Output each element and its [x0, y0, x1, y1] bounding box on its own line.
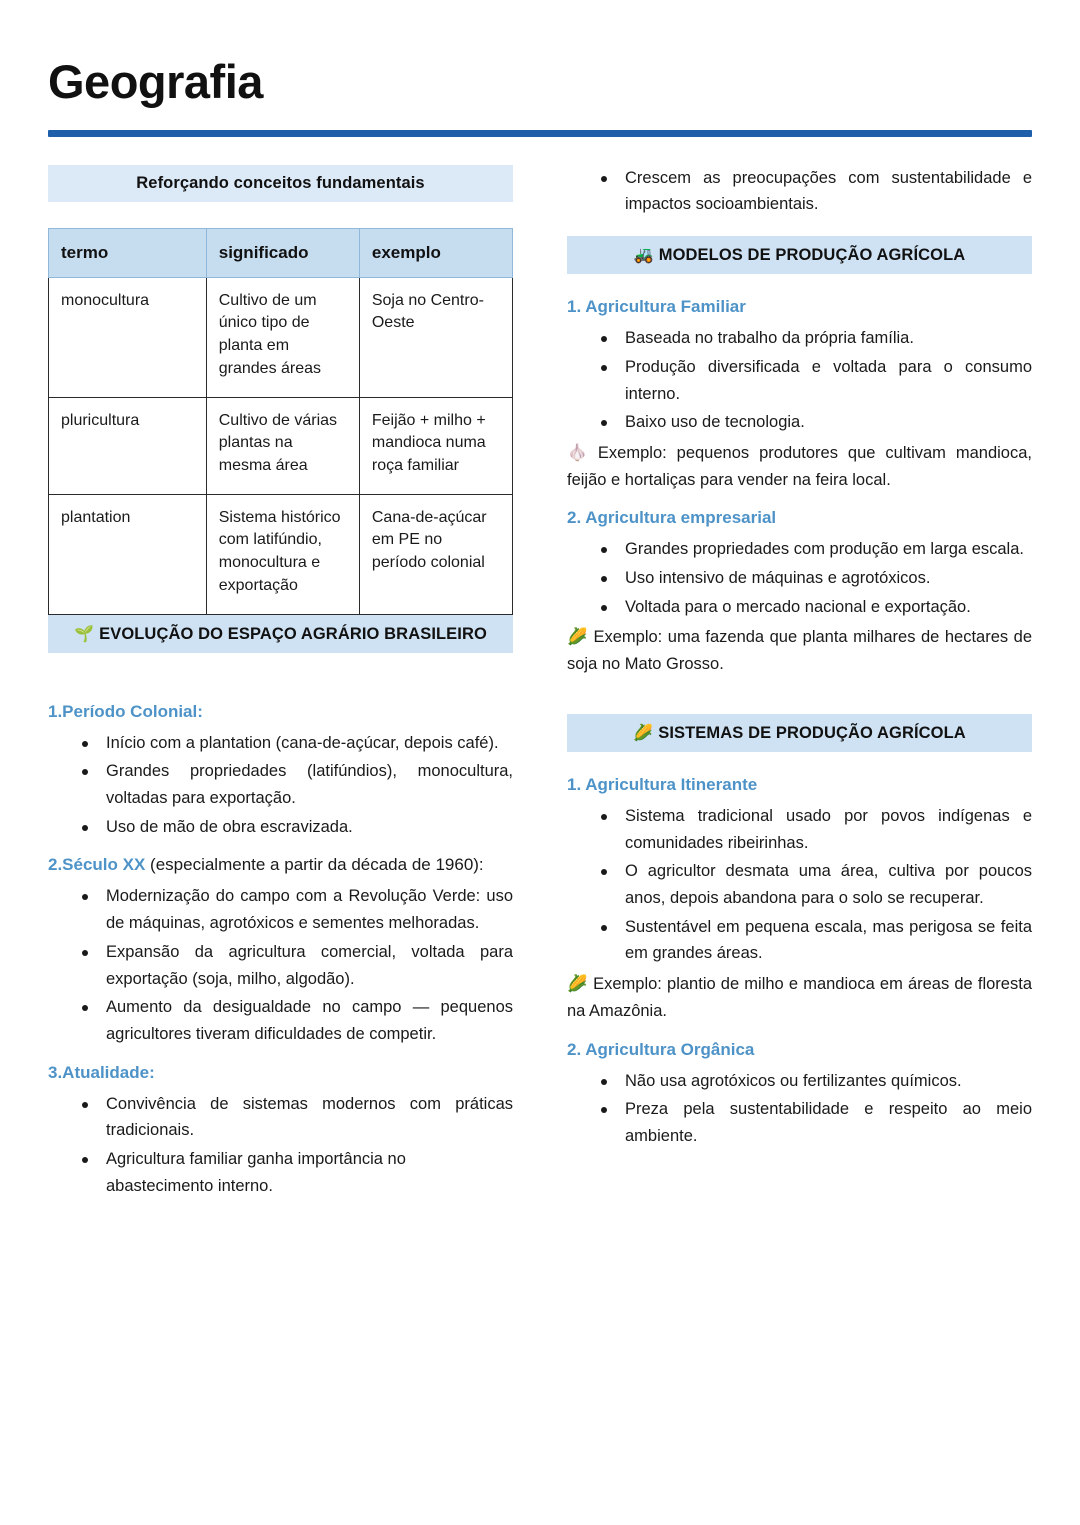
section-heading-agricultura-organica: 2. Agricultura Orgânica [567, 1039, 755, 1059]
models-banner [567, 236, 1032, 274]
spacer [567, 680, 1032, 714]
example-text: Exemplo: uma fazenda que planta milhares de hectares de soja no Mato Grosso. [567, 628, 1032, 674]
corn-leaf-icon: 🌽 [633, 724, 654, 742]
table-row [49, 277, 513, 397]
section-heading-atualidade [48, 1062, 513, 1085]
concepts-table [48, 228, 513, 615]
table-header-row [49, 228, 513, 277]
section-heading-agricultura-familiar: 1. Agricultura Familiar [567, 297, 746, 317]
list-item: Agricultura familiar ganha importância no abastecimento interno. [76, 1146, 513, 1199]
spacer [567, 222, 1032, 236]
example-agricultura-empresarial [567, 624, 1032, 677]
list-item: Sistema tradicional usado por povos indígenas e comunidades ribeirinhas. [595, 803, 1032, 856]
systems-banner-label: SISTEMAS DE PRODUÇÃO AGRÍCOLA [658, 723, 966, 742]
list-item: Baseada no trabalho da própria família. [595, 325, 1032, 352]
title-divider [48, 130, 1032, 137]
bullet-list-seculo-xx [48, 883, 513, 1047]
evolution-banner [48, 615, 513, 653]
cell-exemplo: Feijão + milho + mandioca numa roça familiar [359, 397, 512, 494]
list-item: Início com a plantation (cana-de-açúcar, depois café). [76, 730, 513, 757]
example-text: Exemplo: pequenos produtores que cultivam mandioca, feijão e hortaliças para vender na feira local. [567, 443, 1032, 489]
list-item: Expansão da agricultura comercial, voltada para exportação (soja, milho, algodão). [76, 939, 513, 992]
list-item: Uso intensivo de máquinas e agrotóxicos. [595, 565, 1032, 592]
section-heading-agricultura-itinerante: 1. Agricultura Itinerante [567, 774, 758, 794]
right-column [567, 165, 1032, 1204]
list-item: Crescem as preocupações com sustentabilidade e impactos socioambientais. [595, 165, 1032, 218]
models-banner-label: MODELOS DE PRODUÇÃO AGRÍCOLA [658, 246, 966, 265]
bullet-list-agricultura-itinerante [567, 803, 1032, 967]
tractor-icon: 🚜 [633, 247, 654, 265]
corn-leaf-icon: 🌽 [567, 628, 589, 647]
section-heading-text: 1.Período Colonial: [48, 701, 203, 721]
cell-termo: plantation [49, 494, 207, 614]
cell-termo: pluricultura [49, 397, 207, 494]
section-heading-text: 3.Atualidade: [48, 1062, 155, 1082]
cell-exemplo: Soja no Centro-Oeste [359, 277, 512, 397]
section-heading-suffix: (especialmente a partir da década de 1960): [145, 855, 484, 875]
section-heading-seculo-xx [48, 854, 513, 877]
section-heading-text: 2.Século XX [48, 855, 146, 875]
column-header-exemplo: exemplo [359, 228, 512, 277]
cell-significado: Cultivo de um único tipo de planta em grandes áreas [206, 277, 359, 397]
list-item: O agricultor desmata uma área, cultiva por poucos anos, depois abandona para o solo se recuperar. [595, 858, 1032, 911]
cell-exemplo: Cana-de-açúcar em PE no período colonial [359, 494, 512, 614]
list-item: Preza pela sustentabilidade e respeito ao meio ambiente. [595, 1096, 1032, 1149]
bullet-list-agricultura-familiar [567, 325, 1032, 436]
list-item: Modernização do campo com a Revolução Verde: uso de máquinas, agrotóxicos e sementes melhoradas. [76, 883, 513, 936]
table-row [49, 397, 513, 494]
two-column-body [48, 165, 1032, 1204]
list-item: Convivência de sistemas modernos com práticas tradicionais. [76, 1091, 513, 1144]
list-item: Produção diversificada e voltada para o consumo interno. [595, 354, 1032, 407]
spacer [48, 653, 513, 679]
list-item: Grandes propriedades (latifúndios), monocultura, voltadas para exportação. [76, 758, 513, 811]
list-item: Baixo uso de tecnologia. [595, 409, 1032, 436]
column-header-termo: termo [49, 228, 207, 277]
table-row [49, 494, 513, 614]
evolution-banner-label: EVOLUÇÃO DO ESPAÇO AGRÁRIO BRASILEIRO [99, 624, 487, 643]
section-heading-agricultura-empresarial: 2. Agricultura empresarial [567, 508, 777, 528]
bullet-list-agricultura-organica [567, 1068, 1032, 1150]
cell-significado: Sistema histórico com latifúndio, monocultura e exportação [206, 494, 359, 614]
section-heading-periodo-colonial [48, 701, 513, 724]
garlic-icon: 🧄 [567, 443, 593, 462]
bullet-list-sustentabilidade [567, 165, 1032, 218]
bullet-list-agricultura-empresarial [567, 536, 1032, 620]
corn-icon: 🌽 [567, 975, 589, 994]
list-item: Não usa agrotóxicos ou fertilizantes químicos. [595, 1068, 1032, 1095]
list-item: Uso de mão de obra escravizada. [76, 814, 513, 841]
page-title: Geografia [48, 55, 263, 108]
column-header-significado: significado [206, 228, 359, 277]
example-text: Exemplo: plantio de milho e mandioca em áreas de floresta na Amazônia. [567, 975, 1032, 1020]
example-agricultura-itinerante [567, 971, 1032, 1024]
list-item: Grandes propriedades com produção em larga escala. [595, 536, 1032, 563]
example-agricultura-familiar [567, 440, 1032, 493]
systems-banner [567, 714, 1032, 752]
bullet-list-periodo-colonial [48, 730, 513, 841]
cell-significado: Cultivo de várias plantas na mesma área [206, 397, 359, 494]
list-item: Sustentável em pequena escala, mas perigosa se feita em grandes áreas. [595, 914, 1032, 967]
cell-termo: monocultura [49, 277, 207, 397]
concepts-banner: Reforçando conceitos fundamentais [48, 165, 513, 202]
bullet-list-atualidade [48, 1091, 513, 1200]
list-item: Aumento da desigualdade no campo — pequenos agricultores tiveram dificuldades de competir. [76, 994, 513, 1047]
list-item: Voltada para o mercado nacional e exportação. [595, 594, 1032, 621]
seedling-icon: 🌱 [74, 625, 95, 643]
left-column [48, 165, 513, 1204]
